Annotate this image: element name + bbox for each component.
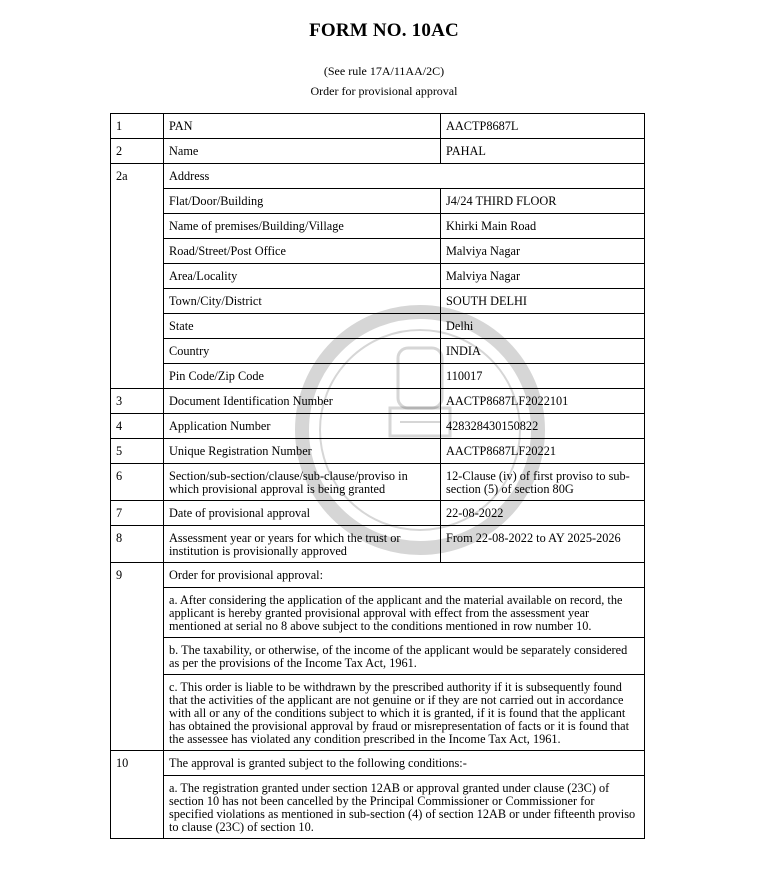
table-row — [111, 563, 645, 588]
table-row — [111, 588, 645, 638]
table-row — [111, 339, 645, 364]
row-number: 10 — [111, 751, 164, 839]
table-row — [111, 464, 645, 501]
order-paragraph-a: a. After considering the application of the applicant and the material available on record, the applicant is hereby granted provisional approval with effect from the assessment year mentioned at serial no 8 above subject to the conditions mentioned in row number 10. — [164, 588, 645, 638]
state-label: State — [164, 314, 441, 339]
urn-value: AACTP8687LF20221 — [441, 439, 645, 464]
row-number: 9 — [111, 563, 164, 751]
section-value: 12-Clause (iv) of first proviso to sub-section (5) of section 80G — [441, 464, 645, 501]
row-number: 8 — [111, 526, 164, 563]
road-value: Malviya Nagar — [441, 239, 645, 264]
assessment-year-label: Assessment year or years for which the trust or institution is provisionally approved — [164, 526, 441, 563]
condition-paragraph-a: a. The registration granted under section 12AB or approval granted under clause (23C) of section 10 has not been cancelled by the Principal Commissioner or Commissioner for specified violations as mentioned in sub-section (4) of section 12AB or under fifteenth proviso to clause (23C) of section 10. — [164, 776, 645, 839]
table-row — [111, 638, 645, 675]
town-label: Town/City/District — [164, 289, 441, 314]
flat-value: J4/24 THIRD FLOOR — [441, 189, 645, 214]
table-row — [111, 214, 645, 239]
row-number: 6 — [111, 464, 164, 501]
conditions-heading: The approval is granted subject to the following conditions:- — [164, 751, 645, 776]
road-label: Road/Street/Post Office — [164, 239, 441, 264]
area-label: Area/Locality — [164, 264, 441, 289]
table-row — [111, 139, 645, 164]
name-label: Name — [164, 139, 441, 164]
row-number: 2 — [111, 139, 164, 164]
table-row — [111, 189, 645, 214]
form-subtitle: Order for provisional approval — [310, 84, 458, 98]
area-value: Malviya Nagar — [441, 264, 645, 289]
row-number: 7 — [111, 501, 164, 526]
assessment-year-value: From 22-08-2022 to AY 2025-2026 — [441, 526, 645, 563]
table-row — [111, 264, 645, 289]
flat-label: Flat/Door/Building — [164, 189, 441, 214]
country-label: Country — [164, 339, 441, 364]
order-paragraph-b: b. The taxability, or otherwise, of the income of the applicant would be separately considered as per the provisions of the Income Tax Act, 1961. — [164, 638, 645, 675]
table-row — [111, 239, 645, 264]
table-row — [111, 289, 645, 314]
row-number: 3 — [111, 389, 164, 414]
table-row — [111, 414, 645, 439]
row-number: 5 — [111, 439, 164, 464]
table-row — [111, 114, 645, 139]
approval-date-value: 22-08-2022 — [441, 501, 645, 526]
order-paragraph-c: c. This order is liable to be withdrawn by the prescribed authority if it is subsequently found that the activities of the applicant are not genuine or if they are not carried out in accordance with all or any of the conditions subject to which it is granted, if it is found that the applicant has obtained the provisional approval by fraud or misrepresentation of facts or it is found that the assessee has violated any condition prescribed in the Income Tax Act, 1961. — [164, 675, 645, 751]
table-row — [111, 526, 645, 563]
pin-value: 110017 — [441, 364, 645, 389]
table-row — [111, 675, 645, 751]
country-value: INDIA — [441, 339, 645, 364]
pan-value: AACTP8687L — [441, 114, 645, 139]
state-value: Delhi — [441, 314, 645, 339]
table-row — [111, 389, 645, 414]
application-number-value: 428328430150822 — [441, 414, 645, 439]
table-row — [111, 164, 645, 189]
row-number: 1 — [111, 114, 164, 139]
table-row — [111, 364, 645, 389]
address-heading: Address — [164, 164, 645, 189]
table-row — [111, 501, 645, 526]
name-value: PAHAL — [441, 139, 645, 164]
table-row — [111, 776, 645, 839]
din-value: AACTP8687LF2022101 — [441, 389, 645, 414]
urn-label: Unique Registration Number — [164, 439, 441, 464]
approval-date-label: Date of provisional approval — [164, 501, 441, 526]
application-number-label: Application Number — [164, 414, 441, 439]
table-row — [111, 314, 645, 339]
row-number: 4 — [111, 414, 164, 439]
pan-label: PAN — [164, 114, 441, 139]
row-number: 2a — [111, 164, 164, 389]
premises-value: Khirki Main Road — [441, 214, 645, 239]
form-title: FORM NO. 10AC — [309, 20, 459, 41]
order-heading: Order for provisional approval: — [164, 563, 645, 588]
pin-label: Pin Code/Zip Code — [164, 364, 441, 389]
premises-label: Name of premises/Building/Village — [164, 214, 441, 239]
din-label: Document Identification Number — [164, 389, 441, 414]
section-label: Section/sub-section/clause/sub-clause/proviso in which provisional approval is being granted — [164, 464, 441, 501]
table-row — [111, 751, 645, 776]
rule-reference: (See rule 17A/11AA/2C) — [323, 64, 445, 78]
town-value: SOUTH DELHI — [441, 289, 645, 314]
form-table — [110, 113, 645, 839]
table-row — [111, 439, 645, 464]
